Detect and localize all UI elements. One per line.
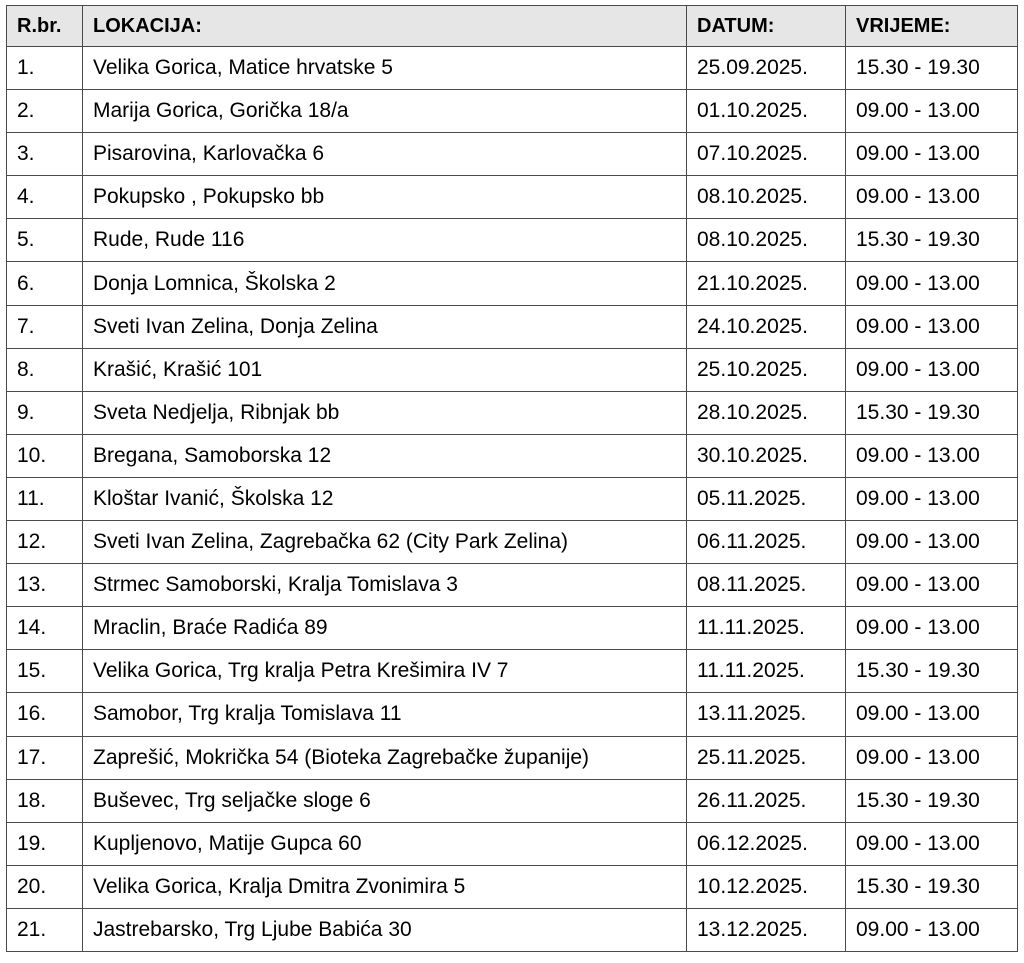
- table-row: [7, 779, 1018, 822]
- table-row: [7, 305, 1018, 348]
- cell-time: 09.00 - 13.00: [846, 434, 1018, 477]
- table-row: [7, 391, 1018, 434]
- table-row: [7, 262, 1018, 305]
- cell-date: 21.10.2025.: [687, 262, 846, 305]
- cell-location: Strmec Samoborski, Kralja Tomislava 3: [83, 564, 687, 607]
- cell-nr: 6.: [7, 262, 83, 305]
- cell-time: 15.30 - 19.30: [846, 779, 1018, 822]
- cell-location: Sveta Nedjelja, Ribnjak bb: [83, 391, 687, 434]
- cell-location: Zaprešić, Mokrička 54 (Bioteka Zagrebačke županije): [83, 736, 687, 779]
- table-row: [7, 521, 1018, 564]
- cell-nr: 9.: [7, 391, 83, 434]
- cell-nr: 15.: [7, 650, 83, 693]
- table-row: [7, 434, 1018, 477]
- cell-nr: 13.: [7, 564, 83, 607]
- table-row: [7, 865, 1018, 908]
- cell-nr: 3.: [7, 133, 83, 176]
- cell-date: 08.10.2025.: [687, 176, 846, 219]
- cell-date: 11.11.2025.: [687, 650, 846, 693]
- cell-location: Sveti Ivan Zelina, Zagrebačka 62 (City Park Zelina): [83, 521, 687, 564]
- cell-location: Krašić, Krašić 101: [83, 348, 687, 391]
- cell-location: Buševec, Trg seljačke sloge 6: [83, 779, 687, 822]
- cell-time: 09.00 - 13.00: [846, 736, 1018, 779]
- cell-date: 10.12.2025.: [687, 865, 846, 908]
- cell-location: Pisarovina, Karlovačka 6: [83, 133, 687, 176]
- cell-date: 30.10.2025.: [687, 434, 846, 477]
- cell-location: Velika Gorica, Matice hrvatske 5: [83, 47, 687, 90]
- cell-date: 13.12.2025.: [687, 908, 846, 951]
- cell-location: Velika Gorica, Trg kralja Petra Krešimira IV 7: [83, 650, 687, 693]
- cell-location: Donja Lomnica, Školska 2: [83, 262, 687, 305]
- table-row: [7, 822, 1018, 865]
- cell-nr: 17.: [7, 736, 83, 779]
- cell-date: 25.11.2025.: [687, 736, 846, 779]
- cell-time: 15.30 - 19.30: [846, 865, 1018, 908]
- cell-time: 09.00 - 13.00: [846, 133, 1018, 176]
- cell-date: 13.11.2025.: [687, 693, 846, 736]
- cell-location: Bregana, Samoborska 12: [83, 434, 687, 477]
- header-row: [7, 6, 1018, 47]
- cell-nr: 20.: [7, 865, 83, 908]
- cell-nr: 4.: [7, 176, 83, 219]
- cell-time: 09.00 - 13.00: [846, 607, 1018, 650]
- cell-nr: 5.: [7, 219, 83, 262]
- cell-date: 06.12.2025.: [687, 822, 846, 865]
- cell-nr: 19.: [7, 822, 83, 865]
- cell-nr: 12.: [7, 521, 83, 564]
- table-row: [7, 133, 1018, 176]
- header-time: VRIJEME:: [846, 6, 1018, 47]
- cell-nr: 2.: [7, 90, 83, 133]
- cell-nr: 1.: [7, 47, 83, 90]
- cell-time: 09.00 - 13.00: [846, 348, 1018, 391]
- table-row: [7, 47, 1018, 90]
- table-row: [7, 650, 1018, 693]
- cell-time: 09.00 - 13.00: [846, 908, 1018, 951]
- cell-location: Pokupsko , Pokupsko bb: [83, 176, 687, 219]
- table-row: [7, 908, 1018, 951]
- cell-time: 15.30 - 19.30: [846, 219, 1018, 262]
- header-location: LOKACIJA:: [83, 6, 687, 47]
- table-row: [7, 176, 1018, 219]
- cell-nr: 14.: [7, 607, 83, 650]
- cell-nr: 11.: [7, 477, 83, 520]
- schedule-table: [6, 5, 1018, 952]
- cell-location: Velika Gorica, Kralja Dmitra Zvonimira 5: [83, 865, 687, 908]
- cell-date: 08.10.2025.: [687, 219, 846, 262]
- table-row: [7, 348, 1018, 391]
- cell-location: Samobor, Trg kralja Tomislava 11: [83, 693, 687, 736]
- cell-nr: 7.: [7, 305, 83, 348]
- cell-date: 01.10.2025.: [687, 90, 846, 133]
- cell-nr: 18.: [7, 779, 83, 822]
- cell-date: 05.11.2025.: [687, 477, 846, 520]
- header-date: DATUM:: [687, 6, 846, 47]
- cell-location: Marija Gorica, Gorička 18/a: [83, 90, 687, 133]
- cell-nr: 10.: [7, 434, 83, 477]
- header-nr: R.br.: [7, 6, 83, 47]
- cell-time: 09.00 - 13.00: [846, 305, 1018, 348]
- cell-nr: 8.: [7, 348, 83, 391]
- cell-location: Kupljenovo, Matije Gupca 60: [83, 822, 687, 865]
- table-row: [7, 736, 1018, 779]
- cell-time: 09.00 - 13.00: [846, 477, 1018, 520]
- cell-date: 11.11.2025.: [687, 607, 846, 650]
- cell-date: 24.10.2025.: [687, 305, 846, 348]
- schedule-container: [6, 5, 1017, 952]
- table-row: [7, 607, 1018, 650]
- table-row: [7, 564, 1018, 607]
- cell-time: 15.30 - 19.30: [846, 47, 1018, 90]
- cell-time: 09.00 - 13.00: [846, 521, 1018, 564]
- cell-location: Sveti Ivan Zelina, Donja Zelina: [83, 305, 687, 348]
- cell-nr: 16.: [7, 693, 83, 736]
- cell-time: 15.30 - 19.30: [846, 650, 1018, 693]
- cell-location: Rude, Rude 116: [83, 219, 687, 262]
- table-row: [7, 219, 1018, 262]
- cell-date: 06.11.2025.: [687, 521, 846, 564]
- cell-nr: 21.: [7, 908, 83, 951]
- table-body: [7, 47, 1018, 952]
- table-row: [7, 693, 1018, 736]
- cell-date: 28.10.2025.: [687, 391, 846, 434]
- cell-time: 09.00 - 13.00: [846, 693, 1018, 736]
- cell-time: 09.00 - 13.00: [846, 176, 1018, 219]
- cell-location: Jastrebarsko, Trg Ljube Babića 30: [83, 908, 687, 951]
- cell-date: 26.11.2025.: [687, 779, 846, 822]
- cell-date: 25.09.2025.: [687, 47, 846, 90]
- cell-location: Mraclin, Braće Radića 89: [83, 607, 687, 650]
- cell-date: 08.11.2025.: [687, 564, 846, 607]
- cell-time: 09.00 - 13.00: [846, 90, 1018, 133]
- cell-time: 09.00 - 13.00: [846, 262, 1018, 305]
- cell-date: 07.10.2025.: [687, 133, 846, 176]
- table-row: [7, 477, 1018, 520]
- cell-time: 09.00 - 13.00: [846, 822, 1018, 865]
- cell-date: 25.10.2025.: [687, 348, 846, 391]
- table-row: [7, 90, 1018, 133]
- cell-location: Kloštar Ivanić, Školska 12: [83, 477, 687, 520]
- cell-time: 09.00 - 13.00: [846, 564, 1018, 607]
- cell-time: 15.30 - 19.30: [846, 391, 1018, 434]
